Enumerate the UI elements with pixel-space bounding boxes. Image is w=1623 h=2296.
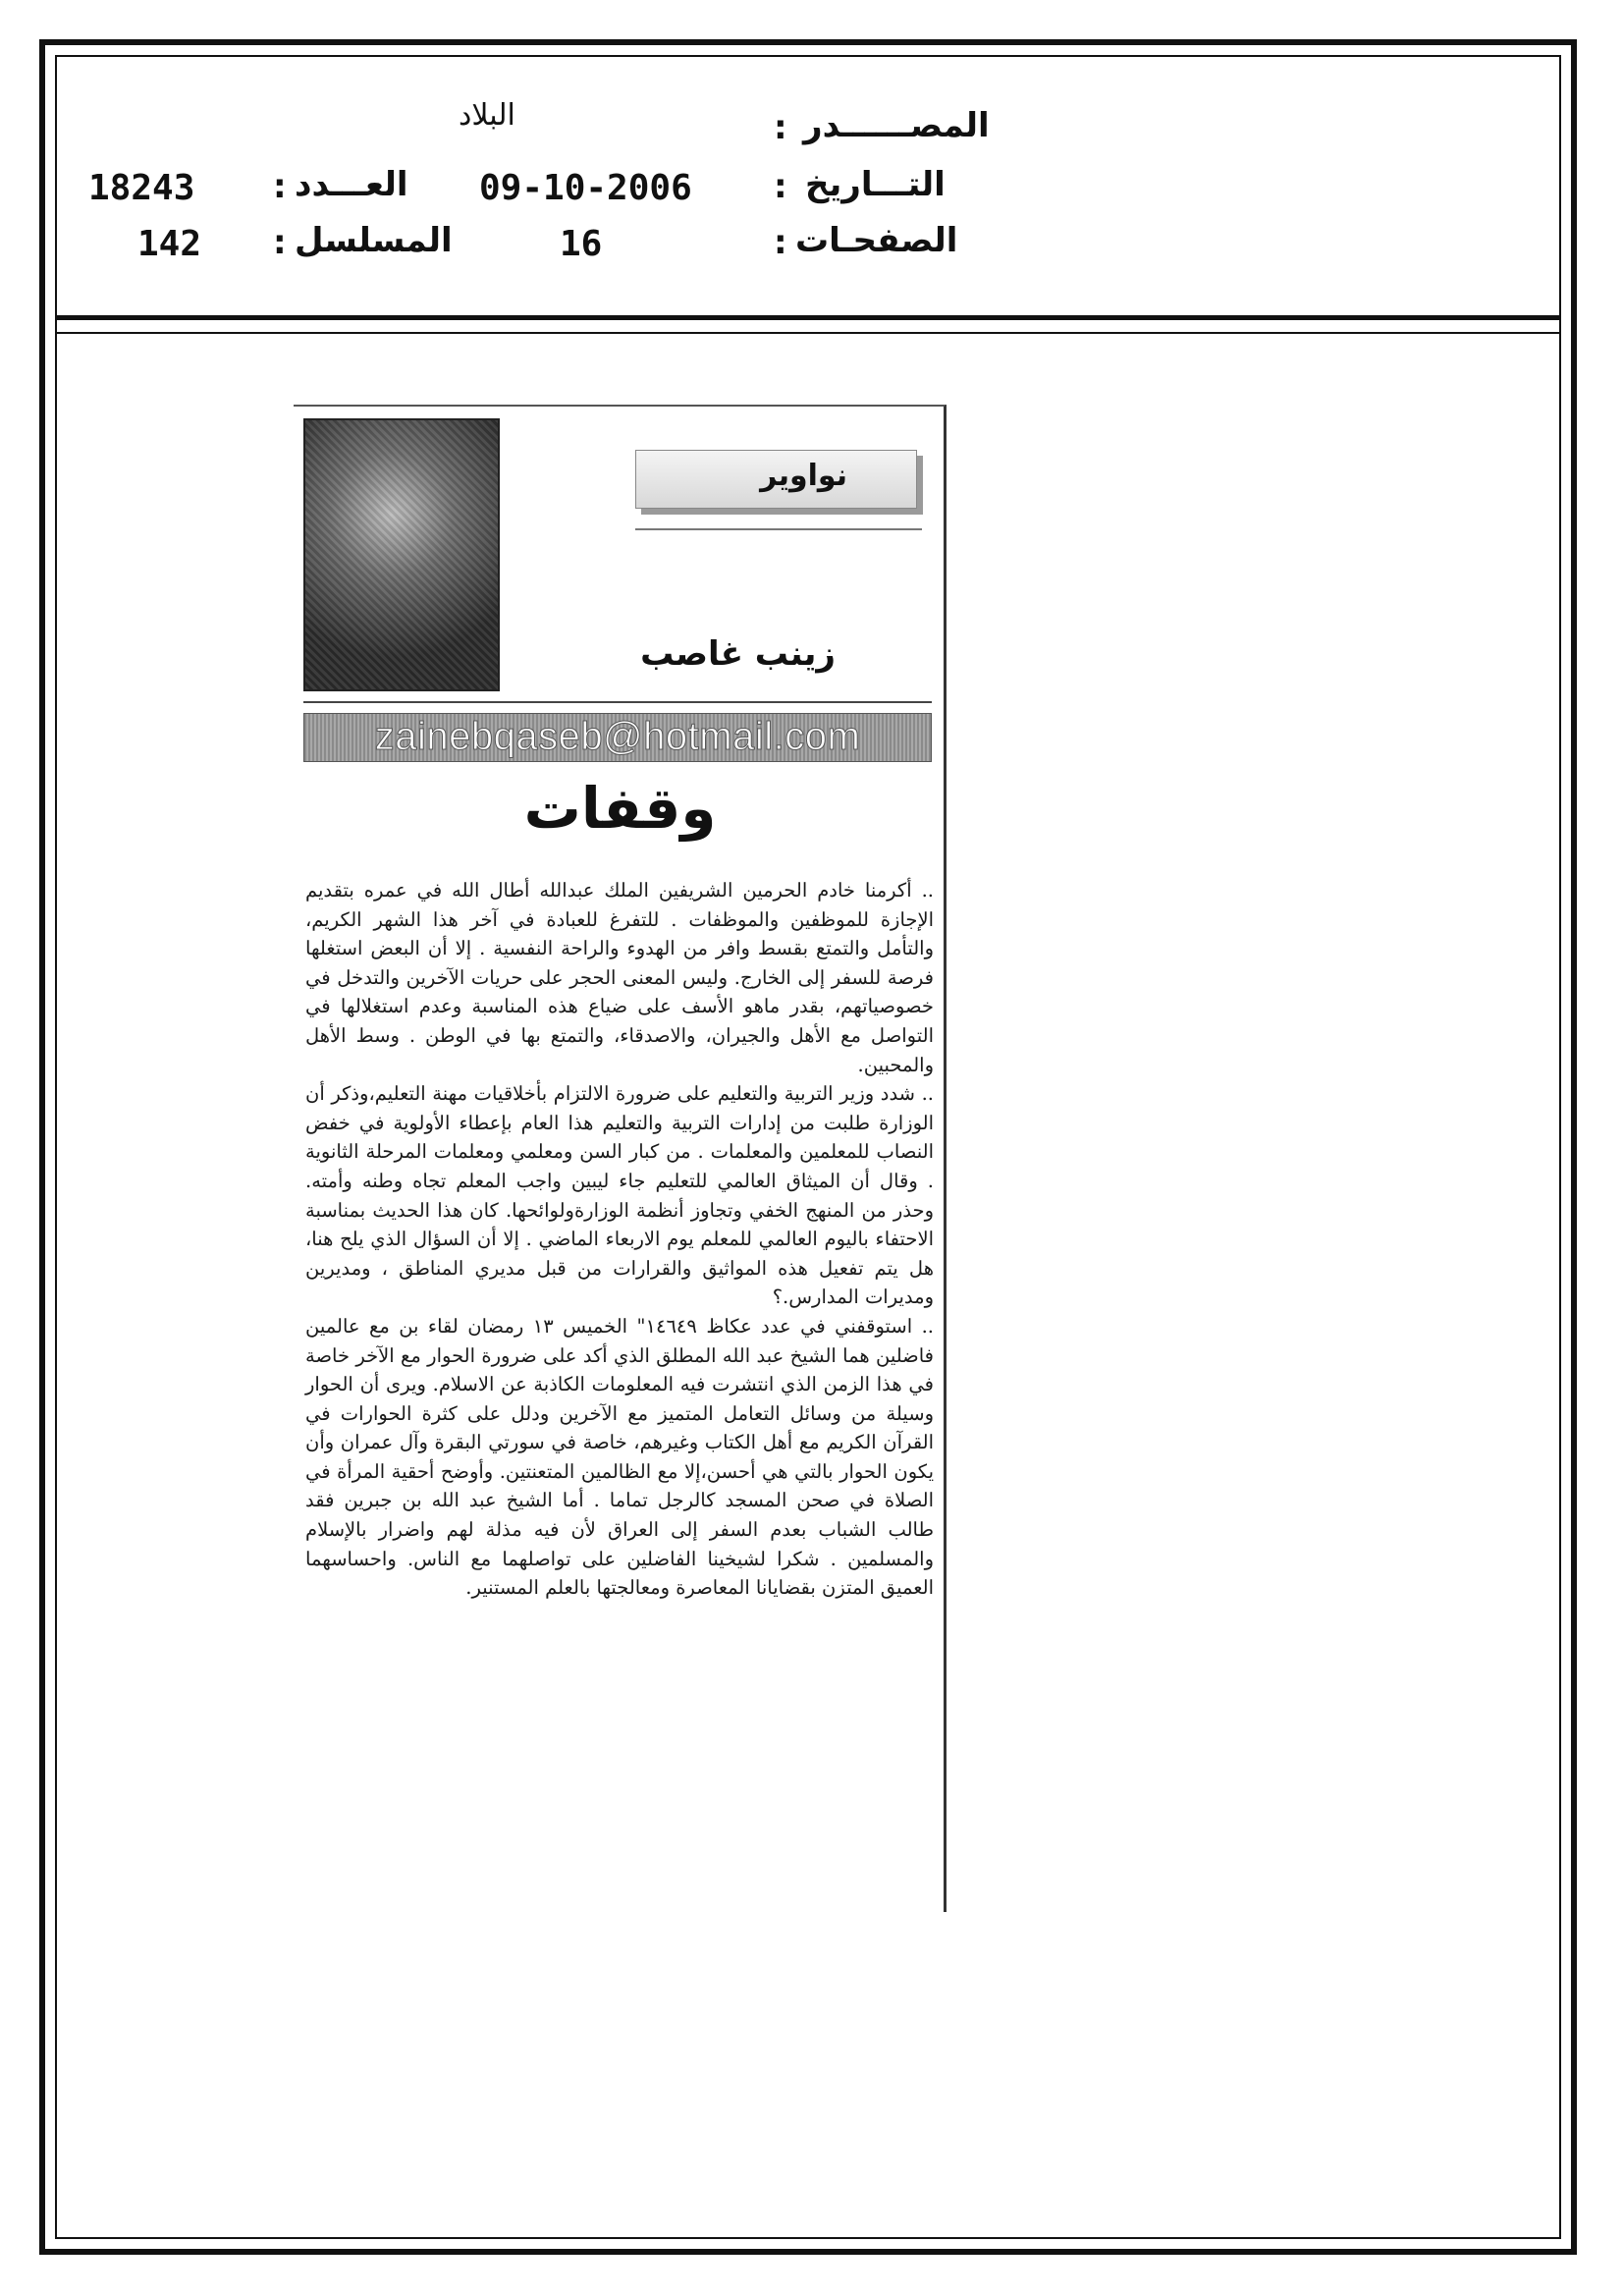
date-label: التـــاريخ — [805, 165, 946, 204]
article-paragraph: .. استوقفني في عدد عكاظ ١٤٦٤٩" الخميس ١٣ رمضان لقاء بن مع عالمين فاضلين هما الشيخ عبد الله المطلق الذي أكد على ضرورة الحوار مع الآخر خاصة في هذا الزمن الذي انتشرت فيه المعلومات الكاذبة عن الاسلام. ويرى أن الحوار وسيلة من وسائل التعامل المتميز مع الآخرين ودلل على كثرة الحوارات في القرآن الكريم مع أهل الكتاب وغيرهم، خاصة في سورتي البقرة وآل عمران وأن يكون الحوار بالتي هي أحسن،إلا مع الظالمين المتعنتين. وأوضح أحقية المرأة في الصلاة في صحن المسجد كالرجل تماما . أما الشيخ عبد الله بن جبرين فقد طالب الشباب بعدم السفر إلى العراق لأن فيه مذلة لهم واضرار بالإسلام والمسلمين . شكرا لشيخينا الفاضلين على تواصلهما مع الناس. واحساسهما العميق المتزن بقضايانا المعاصرة ومعالجتها بالعلم المستنير. — [305, 1314, 935, 1600]
serial-value: 142 — [137, 224, 202, 264]
serial-colon: : — [273, 223, 287, 262]
article-body — [305, 876, 934, 1603]
date-colon: : — [774, 167, 787, 206]
pages-value: 16 — [560, 224, 603, 264]
pages-label: الصفحـات — [795, 221, 958, 260]
author-photo — [303, 418, 500, 691]
column-underline — [635, 528, 922, 530]
clipping-divider — [303, 701, 932, 703]
header-divider-thin — [55, 332, 1561, 334]
article-headline: وقفات — [523, 775, 717, 842]
column-name: نواوير — [760, 459, 847, 493]
newspaper-clipping — [294, 405, 947, 1912]
column-tab — [635, 450, 917, 509]
article-paragraph: .. شدد وزير التربية والتعليم على ضرورة الالتزام بأخلاقيات مهنة التعليم،وذكر أن الوزارة طلبت من إدارات التربية والتعليم هذا العام بإعطاء الأولوية في خفض النصاب للمعلمين والمعلمات . من كبار السن ومعلمي ومعلمات المرحلة الثانوية . وقال أن الميثاق العالمي للتعليم جاء ليبين واجب المعلم تجاه وطنه وأمته. وحذر من المنهج الخفي وتجاوز أنظمة الوزارةولوائحها. كان هذا الحديث بمناسبة الاحتفاء باليوم العالمي للمعلم يوم الاربعاء الماضي . إلا أن السؤال الذي يلح هنا، هل يتم تفعيل هذه المواثيق والقرارات من قبل مديري المناطق ، ومديرين ومديرات المدارس.؟ — [305, 1082, 934, 1309]
source-label: المصــــــدر — [803, 106, 990, 145]
issue-colon: : — [273, 167, 287, 206]
header-divider — [55, 315, 1561, 320]
serial-label: المسلسل — [295, 221, 453, 260]
pages-colon: : — [774, 223, 787, 262]
issue-label: العـــدد — [295, 165, 408, 204]
author-email: zainebqaseb@hotmail.com — [374, 715, 861, 758]
issue-value: 18243 — [88, 168, 195, 208]
email-banner — [303, 713, 932, 762]
author-name: زينب غاصب — [640, 634, 836, 674]
date-value: 09-10-2006 — [479, 168, 692, 208]
source-value: البلاد — [459, 98, 515, 133]
source-colon: : — [774, 108, 787, 147]
article-paragraph: .. أكرمنا خادم الحرمين الشريفين الملك عبدالله أطال الله في عمره بتقديم الإجازة للموظفين والموظفات . للتفرغ للعبادة في آخر هذا الشهر الكريم، والتأمل والتمتع بقسط وافر من الهدوء والراحة النفسية . إلا أن البعض استغلها فرصة للسفر إلى الخارج. وليس المعنى الحجر على حريات الآخرين والتدخل في خصوصياتهم، بقدر ماهو الأسف على ضياع هذه المناسبة وعدم استغلالها في التواصل مع الأهل والجيران، والاصدقاء، والتمتع بها في الوطن . وسط الأهل والمحبين. — [305, 879, 934, 1076]
